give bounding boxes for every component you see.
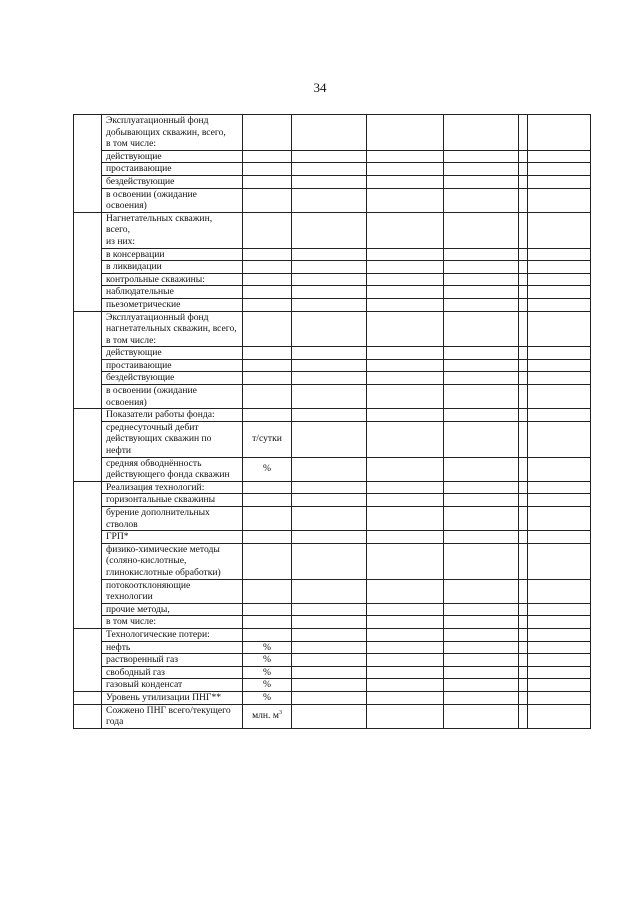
group-apg-utilization-number-cell xyxy=(74,691,102,704)
value-cell xyxy=(519,666,528,679)
page-number: 34 xyxy=(313,80,327,95)
row-unit xyxy=(243,421,292,457)
row-label: бездействующие xyxy=(102,372,243,385)
table-row xyxy=(74,679,591,692)
table-row xyxy=(74,654,591,667)
value-cell xyxy=(528,679,591,692)
table-row xyxy=(74,641,591,654)
value-cell xyxy=(444,409,519,422)
value-cell xyxy=(528,616,591,629)
value-cell xyxy=(292,654,367,667)
value-cell xyxy=(444,457,519,481)
row-label: Эксплуатационный фонд добывающих скважин, всего, в том числе: xyxy=(102,115,243,151)
row-unit-text: % xyxy=(263,679,271,691)
value-cell xyxy=(519,691,528,704)
value-cell xyxy=(528,481,591,494)
row-unit xyxy=(243,248,292,261)
value-cell xyxy=(292,457,367,481)
value-cell xyxy=(367,261,444,274)
table-row xyxy=(74,273,591,286)
value-cell xyxy=(292,359,367,372)
table-row xyxy=(74,212,591,248)
value-cell xyxy=(292,507,367,531)
value-cell xyxy=(292,273,367,286)
row-label: среднесуточный дебит действующих скважин по нефти xyxy=(102,421,243,457)
row-label: бездействующие xyxy=(102,175,243,188)
value-cell xyxy=(528,409,591,422)
row-unit xyxy=(243,150,292,163)
row-label: простаивающие xyxy=(102,163,243,176)
value-cell xyxy=(444,359,519,372)
row-label: бурение дополнительных стволов xyxy=(102,507,243,531)
value-cell xyxy=(367,616,444,629)
value-cell xyxy=(367,481,444,494)
value-cell xyxy=(528,212,591,248)
value-cell xyxy=(519,212,528,248)
table-row xyxy=(74,150,591,163)
value-cell xyxy=(367,421,444,457)
value-cell xyxy=(444,385,519,409)
value-cell xyxy=(367,212,444,248)
row-unit xyxy=(243,507,292,531)
value-cell xyxy=(367,150,444,163)
row-unit xyxy=(243,616,292,629)
row-unit xyxy=(243,298,292,311)
value-cell xyxy=(519,579,528,603)
value-cell xyxy=(519,603,528,616)
value-cell xyxy=(528,691,591,704)
value-cell xyxy=(519,641,528,654)
row-unit xyxy=(243,603,292,616)
row-unit xyxy=(243,409,292,422)
row-unit-text: % xyxy=(263,641,271,653)
value-cell xyxy=(367,679,444,692)
row-unit xyxy=(243,666,292,679)
table-row xyxy=(74,359,591,372)
value-cell xyxy=(528,457,591,481)
row-label: наблюдательные xyxy=(102,286,243,299)
value-cell xyxy=(292,115,367,151)
value-cell xyxy=(444,286,519,299)
value-cell xyxy=(519,704,528,728)
value-cell xyxy=(367,531,444,544)
value-cell xyxy=(528,421,591,457)
row-unit xyxy=(243,481,292,494)
table-row xyxy=(74,248,591,261)
value-cell xyxy=(528,248,591,261)
value-cell xyxy=(444,679,519,692)
value-cell xyxy=(519,494,528,507)
row-label: Показатели работы фонда: xyxy=(102,409,243,422)
group-injection-wells-number-cell xyxy=(74,212,102,311)
indicators-table xyxy=(73,114,591,729)
row-unit xyxy=(243,691,292,704)
group-apg-flared-number-cell xyxy=(74,704,102,728)
value-cell xyxy=(519,347,528,360)
value-cell xyxy=(519,372,528,385)
value-cell xyxy=(528,666,591,679)
table-row xyxy=(74,507,591,531)
row-unit xyxy=(243,704,292,728)
row-unit-text: % xyxy=(263,666,271,678)
value-cell xyxy=(528,273,591,286)
table-row xyxy=(74,175,591,188)
value-cell xyxy=(367,115,444,151)
value-cell xyxy=(292,628,367,641)
table-row xyxy=(74,286,591,299)
value-cell xyxy=(292,163,367,176)
row-label: потокоотклоняющие технологии xyxy=(102,579,243,603)
value-cell xyxy=(519,654,528,667)
row-unit xyxy=(243,494,292,507)
row-label: прочие методы, xyxy=(102,603,243,616)
value-cell xyxy=(292,704,367,728)
value-cell xyxy=(367,543,444,579)
value-cell xyxy=(444,372,519,385)
row-unit xyxy=(243,188,292,212)
value-cell xyxy=(292,298,367,311)
value-cell xyxy=(528,543,591,579)
value-cell xyxy=(528,188,591,212)
value-cell xyxy=(519,481,528,494)
table-row xyxy=(74,385,591,409)
value-cell xyxy=(292,188,367,212)
value-cell xyxy=(519,298,528,311)
value-cell xyxy=(444,481,519,494)
row-label: действующие xyxy=(102,150,243,163)
row-unit xyxy=(243,457,292,481)
value-cell xyxy=(528,385,591,409)
group-technologies-number-cell xyxy=(74,481,102,628)
value-cell xyxy=(519,286,528,299)
value-cell xyxy=(528,261,591,274)
value-cell xyxy=(444,248,519,261)
row-unit xyxy=(243,531,292,544)
group-fund-performance-number-cell xyxy=(74,409,102,482)
value-cell xyxy=(367,579,444,603)
table-body xyxy=(74,115,591,729)
row-label: в ликвидации xyxy=(102,261,243,274)
row-unit xyxy=(243,385,292,409)
row-unit-superscript: 3 xyxy=(278,710,282,717)
value-cell xyxy=(292,616,367,629)
row-label: растворенный газ xyxy=(102,654,243,667)
table-row xyxy=(74,163,591,176)
value-cell xyxy=(519,679,528,692)
value-cell xyxy=(519,248,528,261)
value-cell xyxy=(367,654,444,667)
value-cell xyxy=(528,654,591,667)
value-cell xyxy=(292,531,367,544)
row-unit-text: % xyxy=(263,463,271,475)
row-label: Сожжено ПНГ всего/текущего года xyxy=(102,704,243,728)
group-operating-injection-wells-number-cell xyxy=(74,311,102,409)
value-cell xyxy=(444,273,519,286)
value-cell xyxy=(519,311,528,347)
value-cell xyxy=(528,507,591,531)
row-label: нефть xyxy=(102,641,243,654)
row-unit-text: т/сутки xyxy=(252,433,282,445)
value-cell xyxy=(519,188,528,212)
row-unit xyxy=(243,347,292,360)
value-cell xyxy=(528,150,591,163)
row-label: Уровень утилизации ПНГ** xyxy=(102,691,243,704)
value-cell xyxy=(367,188,444,212)
value-cell xyxy=(444,704,519,728)
value-cell xyxy=(519,175,528,188)
row-label: действующие xyxy=(102,347,243,360)
value-cell xyxy=(292,421,367,457)
row-label: Технологические потери: xyxy=(102,628,243,641)
value-cell xyxy=(292,603,367,616)
value-cell xyxy=(528,115,591,151)
value-cell xyxy=(444,616,519,629)
value-cell xyxy=(367,359,444,372)
value-cell xyxy=(292,641,367,654)
value-cell xyxy=(444,666,519,679)
value-cell xyxy=(292,248,367,261)
value-cell xyxy=(528,641,591,654)
row-label: пьезометрические xyxy=(102,298,243,311)
value-cell xyxy=(528,175,591,188)
value-cell xyxy=(367,641,444,654)
table-row xyxy=(74,494,591,507)
table-row xyxy=(74,409,591,422)
table-row xyxy=(74,188,591,212)
row-unit xyxy=(243,115,292,151)
value-cell xyxy=(292,691,367,704)
row-label: ГРП* xyxy=(102,531,243,544)
value-cell xyxy=(292,150,367,163)
row-unit xyxy=(243,679,292,692)
value-cell xyxy=(292,311,367,347)
table-row xyxy=(74,481,591,494)
row-unit xyxy=(243,261,292,274)
value-cell xyxy=(519,150,528,163)
value-cell xyxy=(528,163,591,176)
value-cell xyxy=(367,248,444,261)
row-unit-text: млн. м xyxy=(252,710,279,722)
value-cell xyxy=(528,628,591,641)
row-unit xyxy=(243,372,292,385)
value-cell xyxy=(367,286,444,299)
group-technological-losses-number-cell xyxy=(74,628,102,691)
value-cell xyxy=(367,666,444,679)
value-cell xyxy=(367,175,444,188)
row-label: в консервации xyxy=(102,248,243,261)
row-unit xyxy=(243,273,292,286)
table-row xyxy=(74,531,591,544)
value-cell xyxy=(292,261,367,274)
value-cell xyxy=(519,385,528,409)
value-cell xyxy=(367,704,444,728)
row-label: в том числе: xyxy=(102,616,243,629)
row-label: в освоении (ожидание освоения) xyxy=(102,188,243,212)
value-cell xyxy=(292,212,367,248)
value-cell xyxy=(444,212,519,248)
value-cell xyxy=(528,359,591,372)
value-cell xyxy=(444,691,519,704)
table-row xyxy=(74,543,591,579)
value-cell xyxy=(292,175,367,188)
value-cell xyxy=(292,494,367,507)
value-cell xyxy=(444,494,519,507)
value-cell xyxy=(367,273,444,286)
value-cell xyxy=(519,115,528,151)
value-cell xyxy=(528,298,591,311)
row-label: простаивающие xyxy=(102,359,243,372)
row-unit xyxy=(243,163,292,176)
value-cell xyxy=(528,286,591,299)
table-row xyxy=(74,616,591,629)
table-row xyxy=(74,311,591,347)
value-cell xyxy=(444,579,519,603)
value-cell xyxy=(292,347,367,360)
value-cell xyxy=(367,603,444,616)
table-row xyxy=(74,372,591,385)
value-cell xyxy=(519,421,528,457)
table-row xyxy=(74,298,591,311)
value-cell xyxy=(367,409,444,422)
value-cell xyxy=(367,311,444,347)
row-unit xyxy=(243,628,292,641)
row-unit xyxy=(243,311,292,347)
table-row xyxy=(74,628,591,641)
row-unit xyxy=(243,543,292,579)
value-cell xyxy=(528,347,591,360)
value-cell xyxy=(528,372,591,385)
value-cell xyxy=(292,385,367,409)
value-cell xyxy=(519,163,528,176)
row-label: Эксплуатационный фонд нагнетательных скважин, всего, в том числе: xyxy=(102,311,243,347)
value-cell xyxy=(292,409,367,422)
value-cell xyxy=(519,261,528,274)
value-cell xyxy=(367,372,444,385)
value-cell xyxy=(519,457,528,481)
row-unit xyxy=(243,579,292,603)
value-cell xyxy=(444,311,519,347)
value-cell xyxy=(292,372,367,385)
row-label: свободный газ xyxy=(102,666,243,679)
value-cell xyxy=(519,359,528,372)
group-operating-production-wells-number-cell xyxy=(74,115,102,213)
row-unit xyxy=(243,641,292,654)
value-cell xyxy=(444,175,519,188)
value-cell xyxy=(444,531,519,544)
value-cell xyxy=(292,543,367,579)
row-unit xyxy=(243,286,292,299)
value-cell xyxy=(444,163,519,176)
value-cell xyxy=(367,298,444,311)
value-cell xyxy=(367,163,444,176)
table-row xyxy=(74,666,591,679)
table-row xyxy=(74,603,591,616)
value-cell xyxy=(367,457,444,481)
table-row xyxy=(74,421,591,457)
table-row xyxy=(74,691,591,704)
value-cell xyxy=(519,531,528,544)
table-row xyxy=(74,115,591,151)
value-cell xyxy=(292,286,367,299)
row-unit-text: % xyxy=(263,691,271,703)
value-cell xyxy=(519,507,528,531)
value-cell xyxy=(528,603,591,616)
row-label: в освоении (ожидание освоения) xyxy=(102,385,243,409)
value-cell xyxy=(444,347,519,360)
row-label: контрольные скважины: xyxy=(102,273,243,286)
value-cell xyxy=(444,628,519,641)
row-label: Нагнетательных скважин, всего, из них: xyxy=(102,212,243,248)
row-label: горизонтальные скважины xyxy=(102,494,243,507)
table-row xyxy=(74,457,591,481)
value-cell xyxy=(444,115,519,151)
value-cell xyxy=(444,188,519,212)
value-cell xyxy=(292,579,367,603)
row-label: газовый конденсат xyxy=(102,679,243,692)
value-cell xyxy=(367,691,444,704)
value-cell xyxy=(444,298,519,311)
value-cell xyxy=(367,385,444,409)
row-unit-text: % xyxy=(263,654,271,666)
value-cell xyxy=(519,543,528,579)
table-row xyxy=(74,704,591,728)
value-cell xyxy=(367,628,444,641)
value-cell xyxy=(367,507,444,531)
value-cell xyxy=(444,261,519,274)
row-label: средняя обводнённость действующего фонда скважин xyxy=(102,457,243,481)
row-label: физико-химические методы (соляно-кислотные, глинокислотные обработки) xyxy=(102,543,243,579)
value-cell xyxy=(292,679,367,692)
value-cell xyxy=(519,409,528,422)
value-cell xyxy=(292,666,367,679)
row-unit xyxy=(243,212,292,248)
value-cell xyxy=(528,579,591,603)
value-cell xyxy=(519,628,528,641)
value-cell xyxy=(444,543,519,579)
value-cell xyxy=(519,616,528,629)
value-cell xyxy=(367,347,444,360)
table-row xyxy=(74,579,591,603)
value-cell xyxy=(444,603,519,616)
value-cell xyxy=(444,654,519,667)
value-cell xyxy=(528,311,591,347)
value-cell xyxy=(444,507,519,531)
row-unit xyxy=(243,175,292,188)
value-cell xyxy=(367,494,444,507)
row-label: Реализация технологий: xyxy=(102,481,243,494)
value-cell xyxy=(444,150,519,163)
value-cell xyxy=(292,481,367,494)
value-cell xyxy=(444,421,519,457)
value-cell xyxy=(528,494,591,507)
value-cell xyxy=(528,531,591,544)
table-row xyxy=(74,347,591,360)
row-unit xyxy=(243,359,292,372)
table-row xyxy=(74,261,591,274)
value-cell xyxy=(519,273,528,286)
value-cell xyxy=(444,641,519,654)
row-unit xyxy=(243,654,292,667)
value-cell xyxy=(528,704,591,728)
